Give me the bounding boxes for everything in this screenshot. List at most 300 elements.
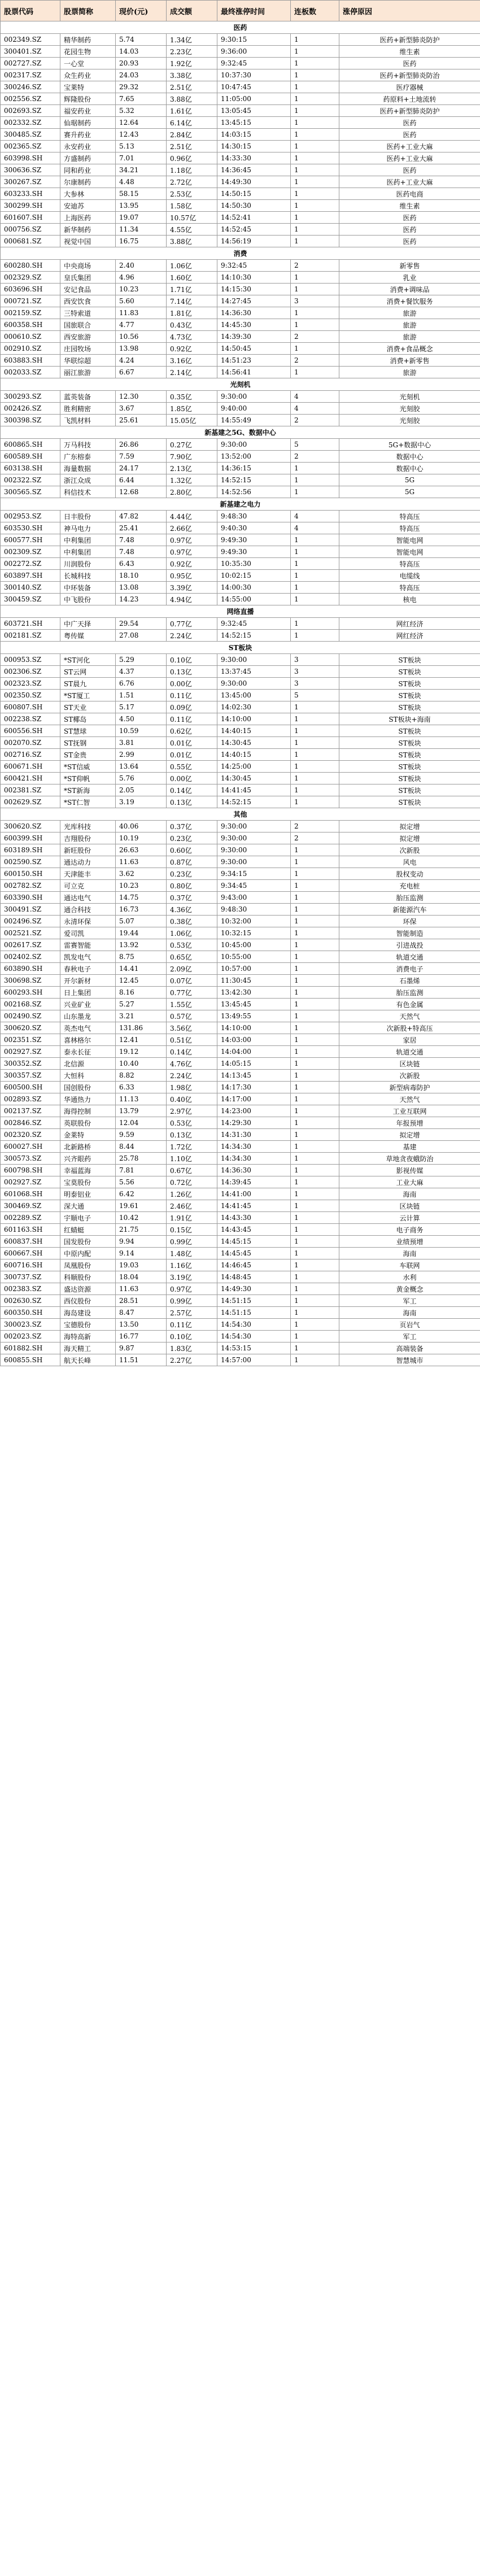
cell-reason: 网红经济	[339, 630, 480, 642]
cell-turnover: 4.94亿	[167, 594, 217, 605]
cell-boards: 1	[291, 570, 339, 582]
cell-limit-time: 9:49:30	[217, 546, 291, 558]
cell-reason: 智能电网	[339, 546, 480, 558]
table-row	[1, 951, 480, 963]
cell-turnover: 3.16亿	[167, 355, 217, 367]
cell-stock-name: 永清环保	[60, 916, 116, 927]
header-stock-code: 股票代码	[1, 1, 60, 21]
cell-reason: 光刻胶	[339, 403, 480, 415]
cell-price: 3.67	[116, 403, 167, 415]
cell-stock-name: 视觉中国	[60, 236, 116, 247]
cell-stock-code: 002168.SZ	[1, 999, 60, 1010]
cell-price: 2.05	[116, 784, 167, 796]
cell-boards: 1	[291, 1176, 339, 1188]
cell-limit-time: 10:57:00	[217, 963, 291, 975]
cell-stock-code: 002953.SZ	[1, 511, 60, 522]
cell-limit-time: 14:51:15	[217, 1307, 291, 1319]
cell-price: 10.40	[116, 1058, 167, 1070]
cell-reason: 海南	[339, 1307, 480, 1319]
cell-turnover: 0.40亿	[167, 1093, 217, 1105]
table-row	[1, 319, 480, 331]
cell-limit-time: 10:37:30	[217, 69, 291, 81]
table-row	[1, 200, 480, 212]
cell-turnover: 0.38亿	[167, 916, 217, 927]
cell-turnover: 1.48亿	[167, 1248, 217, 1259]
cell-turnover: 2.23亿	[167, 46, 217, 58]
cell-reason: 5G+数据中心	[339, 439, 480, 451]
cell-boards: 1	[291, 343, 339, 355]
cell-turnover: 0.10亿	[167, 654, 217, 666]
cell-turnover: 1.10亿	[167, 1153, 217, 1165]
table-row	[1, 678, 480, 690]
cell-limit-time: 14:36:45	[217, 164, 291, 176]
cell-price: 10.56	[116, 331, 167, 343]
cell-limit-time: 9:30:15	[217, 34, 291, 46]
table-row	[1, 654, 480, 666]
cell-limit-time: 9:40:30	[217, 522, 291, 534]
cell-turnover: 0.92亿	[167, 558, 217, 570]
cell-boards: 1	[291, 1141, 339, 1153]
cell-limit-time: 14:46:45	[217, 1259, 291, 1271]
cell-reason: 云计算	[339, 1212, 480, 1224]
cell-reason: 旅游	[339, 319, 480, 331]
cell-reason: 数据中心	[339, 451, 480, 463]
cell-price: 19.07	[116, 212, 167, 224]
cell-limit-time: 10:32:00	[217, 916, 291, 927]
cell-boards: 1	[291, 307, 339, 319]
cell-boards: 1	[291, 1236, 339, 1248]
cell-stock-code: 300565.SZ	[1, 486, 60, 498]
table-row	[1, 987, 480, 999]
cell-boards: 1	[291, 1070, 339, 1082]
table-row	[1, 224, 480, 236]
cell-turnover: 0.72亿	[167, 1176, 217, 1188]
cell-stock-code: 600798.SH	[1, 1165, 60, 1176]
cell-limit-time: 9:30:00	[217, 856, 291, 868]
cell-stock-name: ST慧球	[60, 725, 116, 737]
cell-stock-name: 喜林格尔	[60, 1034, 116, 1046]
cell-reason: 医药+工业大麻	[339, 152, 480, 164]
cell-turnover: 1.83亿	[167, 1343, 217, 1354]
cell-turnover: 2.13亿	[167, 463, 217, 474]
cell-boards: 1	[291, 773, 339, 784]
cell-stock-code: 002238.SZ	[1, 713, 60, 725]
cell-turnover: 0.01亿	[167, 749, 217, 761]
cell-price: 6.42	[116, 1188, 167, 1200]
cell-stock-name: 皇氏集团	[60, 272, 116, 284]
table-row	[1, 630, 480, 642]
cell-turnover: 0.97亿	[167, 546, 217, 558]
cell-stock-code: 002521.SZ	[1, 927, 60, 939]
table-row	[1, 451, 480, 463]
cell-reason: 石墨烯	[339, 975, 480, 987]
cell-boards: 1	[291, 880, 339, 892]
cell-turnover: 3.56亿	[167, 1022, 217, 1034]
cell-price: 8.44	[116, 1141, 167, 1153]
cell-reason: 医药	[339, 212, 480, 224]
cell-turnover: 0.13亿	[167, 1129, 217, 1141]
cell-stock-name: 国创股份	[60, 1082, 116, 1093]
section-header-row	[1, 247, 480, 260]
cell-limit-time: 13:45:15	[217, 117, 291, 129]
section-header-row	[1, 21, 480, 34]
table-row	[1, 963, 480, 975]
cell-reason: ST板块	[339, 725, 480, 737]
cell-price: 11.63	[116, 856, 167, 868]
cell-limit-time: 14:23:00	[217, 1105, 291, 1117]
table-row	[1, 1354, 480, 1366]
cell-stock-name: 兴业矿业	[60, 999, 116, 1010]
cell-reason: 智能电网	[339, 534, 480, 546]
cell-reason: 工业大麻	[339, 1176, 480, 1188]
cell-turnover: 1.61亿	[167, 105, 217, 117]
cell-stock-name: 科信技术	[60, 486, 116, 498]
cell-price: 12.04	[116, 1117, 167, 1129]
cell-limit-time: 9:34:45	[217, 880, 291, 892]
cell-stock-code: 600865.SH	[1, 439, 60, 451]
cell-limit-time: 14:43:30	[217, 1212, 291, 1224]
cell-reason: 医疗器械	[339, 81, 480, 93]
cell-limit-time: 13:42:30	[217, 987, 291, 999]
cell-stock-name: 西仪股份	[60, 1295, 116, 1307]
cell-stock-code: 300352.SZ	[1, 1058, 60, 1070]
cell-boards: 1	[291, 1046, 339, 1058]
cell-stock-code: 601068.SH	[1, 1188, 60, 1200]
cell-boards: 1	[291, 272, 339, 284]
cell-reason: 水利	[339, 1271, 480, 1283]
cell-price: 6.67	[116, 367, 167, 378]
cell-price: 26.86	[116, 439, 167, 451]
table-row	[1, 1212, 480, 1224]
cell-boards: 1	[291, 200, 339, 212]
cell-stock-code: 300267.SZ	[1, 176, 60, 188]
cell-stock-code: 002351.SZ	[1, 1034, 60, 1046]
cell-price: 25.61	[116, 415, 167, 426]
cell-stock-name: 宇顺电子	[60, 1212, 116, 1224]
cell-stock-code: 300246.SZ	[1, 81, 60, 93]
cell-stock-name: 精华制药	[60, 34, 116, 46]
cell-limit-time: 14:53:15	[217, 1343, 291, 1354]
cell-stock-name: 兴齐眼药	[60, 1153, 116, 1165]
cell-reason: 医药电商	[339, 188, 480, 200]
cell-turnover: 3.88亿	[167, 93, 217, 105]
cell-stock-code: 600358.SH	[1, 319, 60, 331]
cell-reason: 车联网	[339, 1259, 480, 1271]
cell-turnover: 4.36亿	[167, 904, 217, 916]
cell-stock-code: 300401.SZ	[1, 46, 60, 58]
cell-boards: 1	[291, 486, 339, 498]
cell-price: 5.32	[116, 105, 167, 117]
cell-reason: ST板块	[339, 761, 480, 773]
cell-reason: 光刻胶	[339, 415, 480, 426]
cell-limit-time: 14:36:15	[217, 463, 291, 474]
cell-stock-code: 000721.SZ	[1, 295, 60, 307]
table-row	[1, 1153, 480, 1165]
table-row	[1, 105, 480, 117]
cell-reason: 医药	[339, 58, 480, 69]
cell-stock-code: 002490.SZ	[1, 1010, 60, 1022]
cell-price: 10.23	[116, 880, 167, 892]
table-row	[1, 1283, 480, 1295]
cell-turnover: 0.13亿	[167, 796, 217, 808]
section-header-row	[1, 426, 480, 439]
cell-reason: 拟定增	[339, 821, 480, 832]
cell-reason: ST板块	[339, 690, 480, 701]
cell-reason: 引进战投	[339, 939, 480, 951]
cell-price: 5.56	[116, 1176, 167, 1188]
cell-stock-code: 600556.SH	[1, 725, 60, 737]
cell-reason: 次新股	[339, 844, 480, 856]
cell-reason: 医药+新型肺炎防护	[339, 105, 480, 117]
cell-stock-name: 花园生物	[60, 46, 116, 58]
cell-boards: 1	[291, 236, 339, 247]
cell-reason: 特高压	[339, 582, 480, 594]
cell-limit-time: 14:52:15	[217, 796, 291, 808]
cell-stock-name: 蓝英装备	[60, 391, 116, 403]
cell-price: 7.48	[116, 546, 167, 558]
cell-boards: 1	[291, 81, 339, 93]
table-row	[1, 164, 480, 176]
table-row	[1, 1236, 480, 1248]
cell-stock-name: ST椰岛	[60, 713, 116, 725]
cell-turnover: 2.84亿	[167, 129, 217, 141]
cell-price: 18.10	[116, 570, 167, 582]
cell-limit-time: 13:05:45	[217, 105, 291, 117]
cell-reason: 维生素	[339, 200, 480, 212]
cell-stock-name: 华通热力	[60, 1093, 116, 1105]
cell-boards: 1	[291, 1165, 339, 1176]
cell-limit-time: 14:43:45	[217, 1224, 291, 1236]
cell-turnover: 6.14亿	[167, 117, 217, 129]
cell-boards: 1	[291, 844, 339, 856]
table-row	[1, 534, 480, 546]
cell-price: 14.75	[116, 892, 167, 904]
cell-stock-code: 002927.SZ	[1, 1176, 60, 1188]
cell-reason: ST板块	[339, 796, 480, 808]
cell-boards: 5	[291, 439, 339, 451]
table-row	[1, 1319, 480, 1331]
cell-turnover: 0.62亿	[167, 725, 217, 737]
cell-boards: 1	[291, 558, 339, 570]
cell-turnover: 0.80亿	[167, 880, 217, 892]
cell-price: 9.94	[116, 1236, 167, 1248]
cell-stock-code: 603138.SH	[1, 463, 60, 474]
cell-limit-time: 9:40:00	[217, 403, 291, 415]
cell-reason: 数据中心	[339, 463, 480, 474]
cell-turnover: 2.66亿	[167, 522, 217, 534]
cell-stock-name: 凤凰股份	[60, 1259, 116, 1271]
cell-boards: 1	[291, 129, 339, 141]
cell-limit-time: 9:30:00	[217, 821, 291, 832]
table-row	[1, 880, 480, 892]
cell-limit-time: 14:36:30	[217, 1165, 291, 1176]
cell-price: 3.81	[116, 737, 167, 749]
table-body	[1, 21, 480, 1366]
cell-reason: 电缆线	[339, 570, 480, 582]
cell-price: 5.76	[116, 773, 167, 784]
cell-boards: 1	[291, 1129, 339, 1141]
table-row	[1, 1046, 480, 1058]
cell-reason: 轨道交通	[339, 1046, 480, 1058]
cell-price: 25.41	[116, 522, 167, 534]
cell-turnover: 0.13亿	[167, 666, 217, 678]
table-row	[1, 1343, 480, 1354]
cell-turnover: 1.16亿	[167, 1259, 217, 1271]
cell-boards: 1	[291, 749, 339, 761]
cell-price: 34.21	[116, 164, 167, 176]
cell-boards: 1	[291, 630, 339, 642]
cell-turnover: 1.58亿	[167, 200, 217, 212]
cell-price: 7.48	[116, 534, 167, 546]
cell-limit-time: 9:32:45	[217, 58, 291, 69]
table-row	[1, 355, 480, 367]
cell-price: 8.82	[116, 1070, 167, 1082]
cell-limit-time: 9:30:00	[217, 832, 291, 844]
section-header-row	[1, 378, 480, 391]
cell-stock-name: 英联股份	[60, 1117, 116, 1129]
table-row	[1, 1331, 480, 1343]
cell-limit-time: 14:48:45	[217, 1271, 291, 1283]
cell-stock-code: 600807.SH	[1, 701, 60, 713]
cell-turnover: 7.90亿	[167, 451, 217, 463]
cell-price: 3.19	[116, 796, 167, 808]
cell-turnover: 4.55亿	[167, 224, 217, 236]
cell-turnover: 1.92亿	[167, 58, 217, 69]
cell-boards: 1	[291, 1343, 339, 1354]
table-row	[1, 1105, 480, 1117]
cell-reason: 智能制造	[339, 927, 480, 939]
cell-stock-name: 安迪苏	[60, 200, 116, 212]
cell-boards: 1	[291, 1248, 339, 1259]
cell-stock-code: 300140.SZ	[1, 582, 60, 594]
table-row	[1, 570, 480, 582]
table-row	[1, 260, 480, 272]
cell-price: 5.17	[116, 701, 167, 713]
cell-boards: 4	[291, 403, 339, 415]
cell-price: 10.23	[116, 284, 167, 295]
cell-stock-code: 603897.SH	[1, 570, 60, 582]
cell-reason: 基建	[339, 1141, 480, 1153]
cell-boards: 1	[291, 868, 339, 880]
cell-stock-name: *ST河化	[60, 654, 116, 666]
cell-price: 28.51	[116, 1295, 167, 1307]
cell-stock-code: 300398.SZ	[1, 415, 60, 426]
cell-limit-time: 11:05:00	[217, 93, 291, 105]
table-row	[1, 1010, 480, 1022]
table-row	[1, 1271, 480, 1283]
cell-boards: 1	[291, 963, 339, 975]
cell-price: 13.79	[116, 1105, 167, 1117]
cell-stock-name: 福安药业	[60, 105, 116, 117]
table-row	[1, 666, 480, 678]
cell-stock-code: 300737.SZ	[1, 1271, 60, 1283]
cell-price: 8.75	[116, 951, 167, 963]
table-header-row	[1, 1, 480, 21]
table-row	[1, 761, 480, 773]
cell-stock-code: 601163.SH	[1, 1224, 60, 1236]
cell-turnover: 1.72亿	[167, 1141, 217, 1153]
table-row	[1, 594, 480, 605]
table-row	[1, 511, 480, 522]
cell-price: 47.82	[116, 511, 167, 522]
cell-stock-name: ST金贵	[60, 749, 116, 761]
cell-boards: 1	[291, 594, 339, 605]
cell-stock-code: 002306.SZ	[1, 666, 60, 678]
section-title: ST板块	[1, 642, 480, 654]
cell-limit-time: 9:43:00	[217, 892, 291, 904]
cell-turnover: 1.55亿	[167, 999, 217, 1010]
cell-limit-time: 14:13:45	[217, 1070, 291, 1082]
cell-stock-name: *ST信威	[60, 761, 116, 773]
cell-price: 8.16	[116, 987, 167, 999]
cell-stock-code: 300485.SZ	[1, 129, 60, 141]
cell-price: 4.24	[116, 355, 167, 367]
cell-stock-name: 神马电力	[60, 522, 116, 534]
cell-boards: 1	[291, 93, 339, 105]
cell-turnover: 2.46亿	[167, 1200, 217, 1212]
cell-price: 13.64	[116, 761, 167, 773]
cell-stock-code: 300459.SZ	[1, 594, 60, 605]
cell-reason: 区块链	[339, 1200, 480, 1212]
cell-price: 131.86	[116, 1022, 167, 1034]
cell-limit-time: 14:15:30	[217, 284, 291, 295]
cell-stock-name: 明泰铝业	[60, 1188, 116, 1200]
cell-stock-code: 603530.SH	[1, 522, 60, 534]
cell-stock-name: 英杰电气	[60, 1022, 116, 1034]
cell-stock-name: 深大通	[60, 1200, 116, 1212]
cell-stock-name: 大恒科	[60, 1070, 116, 1082]
cell-stock-code: 002023.SZ	[1, 1331, 60, 1343]
cell-reason: 消费+食品概念	[339, 343, 480, 355]
cell-stock-name: 长城科技	[60, 570, 116, 582]
cell-price: 12.45	[116, 975, 167, 987]
cell-stock-name: 宝莫股份	[60, 1176, 116, 1188]
cell-reason: 新能源汽车	[339, 904, 480, 916]
cell-limit-time: 14:10:00	[217, 1022, 291, 1034]
cell-boards: 1	[291, 1307, 339, 1319]
cell-turnover: 2.27亿	[167, 1354, 217, 1366]
cell-turnover: 0.14亿	[167, 784, 217, 796]
cell-boards: 1	[291, 916, 339, 927]
cell-turnover: 0.97亿	[167, 534, 217, 546]
cell-boards: 2	[291, 355, 339, 367]
cell-reason: 有色金属	[339, 999, 480, 1010]
table-row	[1, 868, 480, 880]
cell-turnover: 1.06亿	[167, 260, 217, 272]
cell-turnover: 0.37亿	[167, 892, 217, 904]
table-row	[1, 1058, 480, 1070]
cell-stock-name: 同和药业	[60, 164, 116, 176]
table-row	[1, 1188, 480, 1200]
cell-price: 14.23	[116, 594, 167, 605]
cell-turnover: 0.11亿	[167, 1319, 217, 1331]
cell-stock-name: 通达动力	[60, 856, 116, 868]
cell-price: 9.59	[116, 1129, 167, 1141]
cell-reason: ST板块	[339, 701, 480, 713]
cell-boards: 1	[291, 319, 339, 331]
cell-limit-time: 14:34:30	[217, 1153, 291, 1165]
cell-reason: 页岩气	[339, 1319, 480, 1331]
cell-boards: 1	[291, 117, 339, 129]
table-row	[1, 474, 480, 486]
cell-stock-code: 300573.SZ	[1, 1153, 60, 1165]
cell-price: 29.54	[116, 618, 167, 630]
cell-stock-name: 三特索道	[60, 307, 116, 319]
cell-limit-time: 14:54:30	[217, 1319, 291, 1331]
table-row	[1, 725, 480, 737]
cell-stock-code: 600350.SH	[1, 1307, 60, 1319]
cell-reason: 影视传媒	[339, 1165, 480, 1176]
